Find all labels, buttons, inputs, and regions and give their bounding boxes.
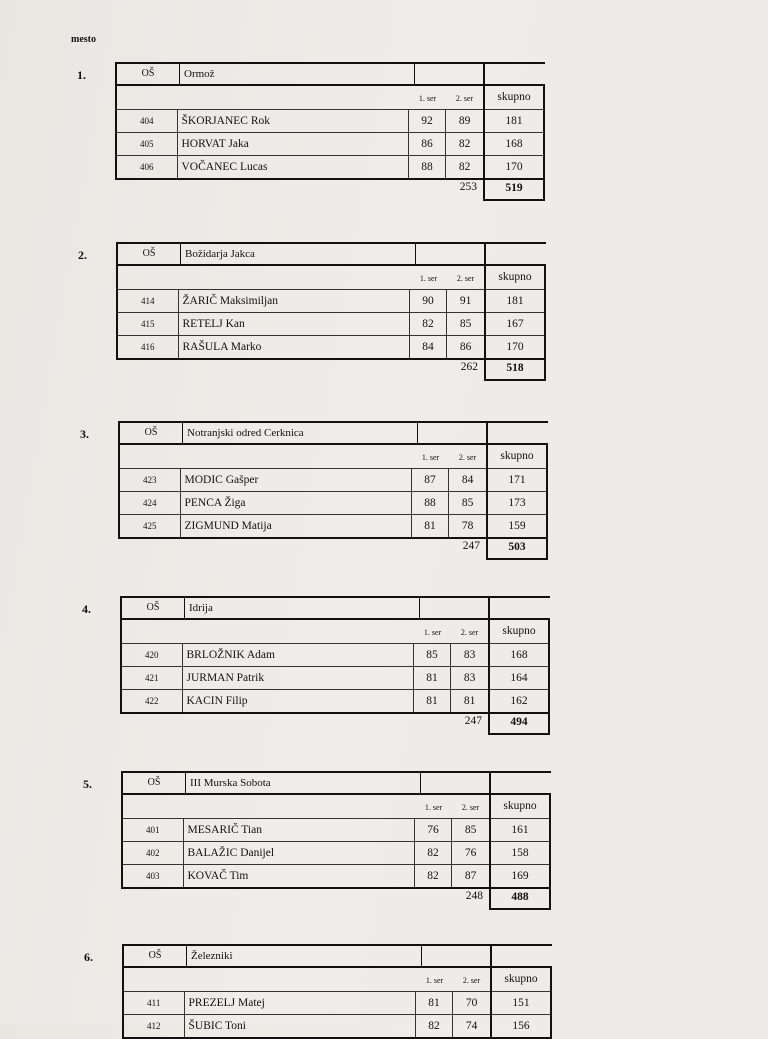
header-corner: [484, 242, 546, 264]
player-number: 424: [120, 492, 181, 514]
skupno-column: [486, 443, 548, 539]
player-sum: 168: [490, 643, 548, 666]
team-header: [120, 596, 490, 618]
player-row: [122, 643, 488, 666]
ser2-header: 2. ser: [461, 803, 480, 812]
ser2-header: 2. ser: [460, 628, 479, 637]
player-row: [122, 689, 488, 712]
series-1-score: 88: [412, 492, 450, 514]
player-row: [123, 841, 489, 864]
player-table: [118, 443, 488, 539]
skupno-header: skupno: [500, 450, 534, 462]
player-sum: 158: [491, 841, 549, 864]
player-sum: 159: [488, 514, 546, 537]
column-header-row: [120, 445, 486, 468]
skupno-column: [483, 84, 545, 180]
player-sum: 168: [485, 132, 543, 155]
header-corner: [490, 944, 552, 966]
player-row: [117, 132, 483, 155]
ser2-header: 2. ser: [455, 94, 474, 103]
player-number: 425: [120, 515, 181, 537]
player-name: PENCA Žiga: [181, 492, 412, 514]
player-table: [122, 966, 492, 1039]
player-row: [118, 335, 484, 358]
player-name: HORVAT Jaka: [178, 133, 409, 155]
series-2-score: 81: [463, 695, 476, 707]
series-2-score: 82: [458, 161, 471, 173]
player-sum: 161: [491, 818, 549, 841]
team-total: 518: [484, 358, 546, 381]
os-label: OŠ: [123, 773, 186, 793]
player-number: 402: [123, 842, 184, 864]
series-2-score: 78: [461, 520, 474, 532]
series-subtotal: 253: [459, 181, 477, 193]
player-number: 403: [123, 865, 184, 887]
school-name: III Murska Sobota: [186, 773, 421, 793]
player-sum: 170: [486, 335, 544, 358]
ser1-header: 1. ser: [418, 94, 437, 103]
skupno-column: [484, 264, 546, 360]
player-sum: 151: [492, 991, 550, 1014]
series-1-score: 88: [409, 156, 447, 178]
skupno-column: [490, 966, 552, 1039]
player-name: RETELJ Kan: [179, 313, 410, 335]
team-header: [121, 771, 491, 793]
series-2-score: 87: [464, 870, 477, 882]
ser1-header: 1. ser: [419, 274, 438, 283]
player-name: MODIC Gašper: [181, 469, 412, 491]
ser2-header: 2. ser: [458, 453, 477, 462]
series-1-score: 92: [409, 110, 447, 132]
team-total: 519: [483, 178, 545, 201]
player-row: [118, 289, 484, 312]
header-corner: [483, 62, 545, 84]
player-row: [117, 109, 483, 132]
player-row: [120, 491, 486, 514]
place-number: 4.: [82, 602, 91, 616]
series-1-score: 82: [416, 1015, 454, 1037]
player-row: [118, 312, 484, 335]
player-number: 401: [123, 819, 184, 841]
player-row: [123, 818, 489, 841]
column-header-row: [122, 620, 488, 643]
player-sum: 171: [488, 468, 546, 491]
player-row: [123, 864, 489, 887]
player-number: 421: [122, 667, 183, 689]
series-1-score: 82: [415, 865, 453, 887]
player-sum: 162: [490, 689, 548, 712]
player-number: 406: [117, 156, 178, 178]
player-sum: 156: [492, 1014, 550, 1037]
player-sum: 173: [488, 491, 546, 514]
series-2-score: 86: [459, 341, 472, 353]
ser2-header: 2. ser: [456, 274, 475, 283]
series-2-score: 85: [459, 318, 472, 330]
player-row: [122, 666, 488, 689]
team-header: [118, 421, 488, 443]
series-1-score: 87: [412, 469, 450, 491]
player-number: 412: [124, 1015, 185, 1037]
player-number: 422: [122, 690, 183, 712]
school-name: Božidarja Jakca: [181, 244, 416, 264]
player-name: ZIGMUND Matija: [181, 515, 412, 537]
series-1-score: 86: [409, 133, 447, 155]
skupno-header: skupno: [498, 271, 532, 283]
os-label: OŠ: [122, 598, 185, 618]
player-name: VOČANEC Lucas: [178, 156, 409, 178]
player-table: [120, 618, 490, 714]
column-header-row: [123, 795, 489, 818]
series-2-score: 83: [463, 672, 476, 684]
player-row: [124, 991, 490, 1014]
team-header: [115, 62, 485, 84]
series-2-score: 85: [464, 824, 477, 836]
column-header-row: [124, 968, 490, 991]
os-label: OŠ: [120, 423, 183, 443]
player-number: 420: [122, 644, 183, 666]
ser2-header: 2. ser: [462, 976, 481, 985]
header-corner: [488, 596, 550, 618]
player-sum: 164: [490, 666, 548, 689]
player-table: [115, 84, 485, 180]
skupno-column: [488, 618, 550, 714]
series-2-score: 89: [458, 115, 471, 127]
player-name: KOVAČ Tim: [184, 865, 415, 887]
series-1-score: 82: [415, 842, 453, 864]
player-number: 404: [117, 110, 178, 132]
skupno-column: [489, 793, 551, 889]
player-sum: 181: [486, 289, 544, 312]
series-subtotal: 247: [464, 715, 482, 727]
school-name: Železniki: [187, 946, 422, 966]
team-header: [122, 944, 492, 966]
ser1-header: 1. ser: [421, 453, 440, 462]
header-corner: [486, 421, 548, 443]
skupno-header: skupno: [502, 625, 536, 637]
series-2-score: 76: [464, 847, 477, 859]
skupno-header: skupno: [497, 91, 531, 103]
player-row: [120, 468, 486, 491]
player-sum: 169: [491, 864, 549, 887]
column-header-row: [117, 86, 483, 109]
os-label: OŠ: [118, 244, 181, 264]
team-total: 503: [486, 537, 548, 560]
place-number: 3.: [80, 427, 89, 441]
team-header: [116, 242, 486, 264]
series-1-score: 81: [416, 992, 454, 1014]
series-subtotal: 262: [460, 361, 478, 373]
ser1-header: 1. ser: [425, 976, 444, 985]
place-number: 5.: [83, 777, 92, 791]
player-row: [117, 155, 483, 178]
series-subtotal: 248: [465, 890, 483, 902]
player-number: 416: [118, 336, 179, 358]
player-row: [124, 1014, 490, 1037]
player-name: BRLOŽNIK Adam: [183, 644, 414, 666]
skupno-header: skupno: [504, 973, 538, 985]
series-2-score: 70: [465, 997, 478, 1009]
school-name: Idrija: [185, 598, 420, 618]
player-table: [116, 264, 486, 360]
series-2-score: 82: [458, 138, 471, 150]
player-row: [120, 514, 486, 537]
player-number: 414: [118, 290, 179, 312]
series-2-score: 83: [463, 649, 476, 661]
series-1-score: 90: [410, 290, 448, 312]
series-1-score: 81: [414, 667, 452, 689]
series-1-score: 81: [412, 515, 450, 537]
player-sum: 181: [485, 109, 543, 132]
series-1-score: 76: [415, 819, 453, 841]
school-name: Notranjski odred Cerknica: [183, 423, 418, 443]
player-sum: 167: [486, 312, 544, 335]
player-name: ŠKORJANEC Rok: [178, 110, 409, 132]
header-corner: [489, 771, 551, 793]
series-1-score: 85: [414, 644, 452, 666]
series-1-score: 82: [410, 313, 448, 335]
player-number: 423: [120, 469, 181, 491]
series-2-score: 84: [461, 474, 474, 486]
school-name: Ormož: [180, 64, 415, 84]
place-number: 2.: [78, 248, 87, 262]
column-header-row: [118, 266, 484, 289]
player-name: ŽARIČ Maksimiljan: [179, 290, 410, 312]
player-table: [121, 793, 491, 889]
player-sum: 170: [485, 155, 543, 178]
ser1-header: 1. ser: [423, 628, 442, 637]
player-name: BALAŽIC Danijel: [184, 842, 415, 864]
player-name: JURMAN Patrik: [183, 667, 414, 689]
os-label: OŠ: [117, 64, 180, 84]
player-number: 411: [124, 992, 185, 1014]
place-number: 6.: [84, 950, 93, 964]
mesto-label: mesto: [71, 34, 96, 45]
team-total: 494: [488, 712, 550, 735]
player-name: KACIN Filip: [183, 690, 414, 712]
skupno-header: skupno: [503, 800, 537, 812]
player-name: PREZELJ Matej: [185, 992, 416, 1014]
series-1-score: 81: [414, 690, 452, 712]
player-name: ŠUBIC Toni: [185, 1015, 416, 1037]
player-number: 415: [118, 313, 179, 335]
os-label: OŠ: [124, 946, 187, 966]
series-2-score: 85: [461, 497, 474, 509]
player-name: RAŠULA Marko: [179, 336, 410, 358]
player-name: MESARIČ Tian: [184, 819, 415, 841]
series-subtotal: 247: [462, 540, 480, 552]
place-number: 1.: [77, 68, 86, 82]
series-2-score: 74: [465, 1020, 478, 1032]
ser1-header: 1. ser: [424, 803, 443, 812]
series-1-score: 84: [410, 336, 448, 358]
series-2-score: 91: [459, 295, 472, 307]
player-number: 405: [117, 133, 178, 155]
team-total: 488: [489, 887, 551, 910]
